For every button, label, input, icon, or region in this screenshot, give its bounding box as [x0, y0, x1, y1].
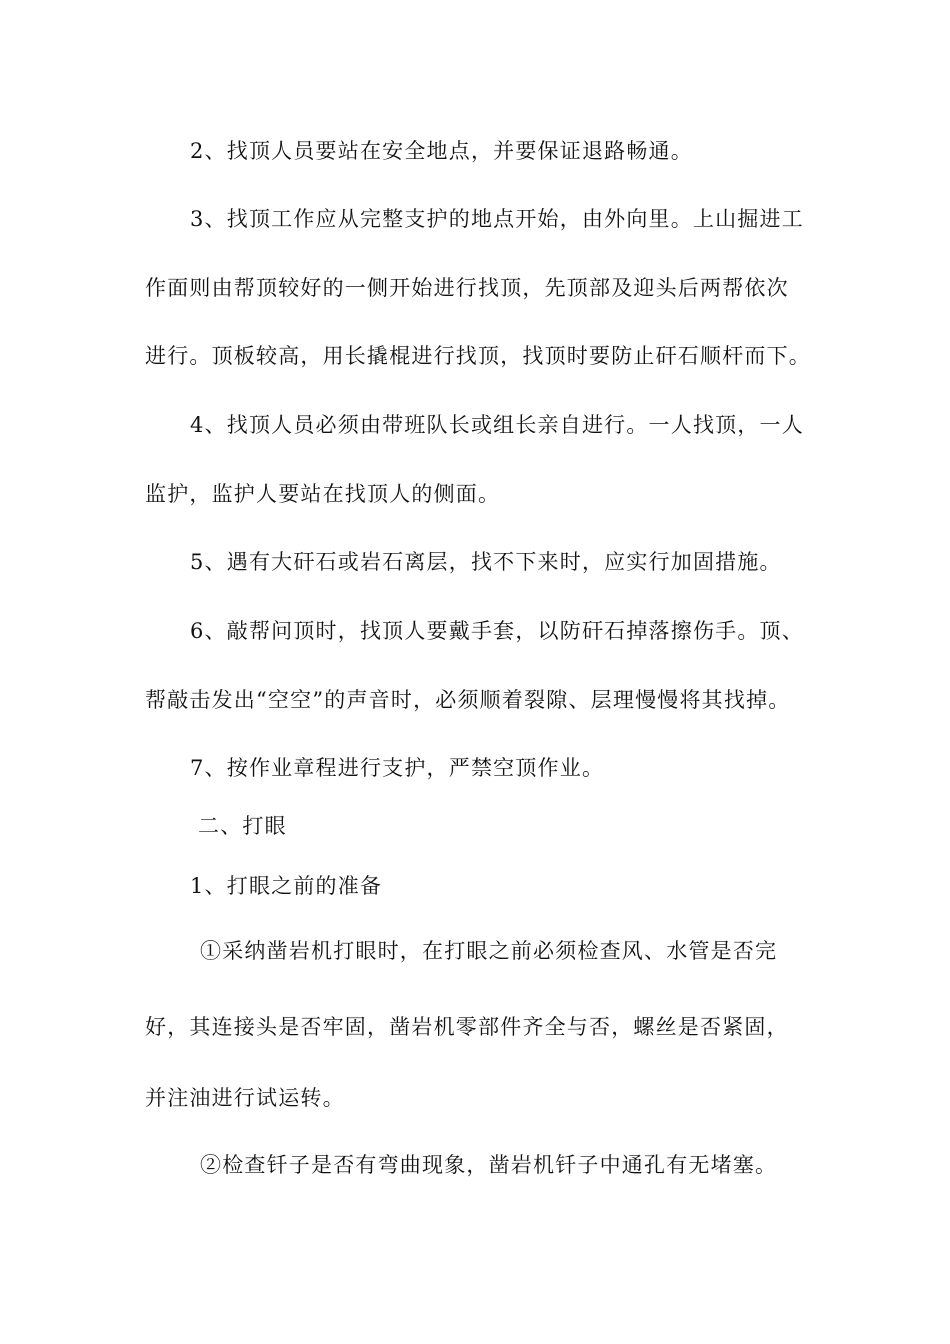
paragraph-line: 2、找顶人员要站在安全地点，并要保证退路畅通。: [190, 139, 693, 163]
section-heading: 二、打眼: [198, 814, 287, 838]
paragraph-line: 7、按作业章程进行支护，严禁空顶作业。: [190, 756, 605, 780]
paragraph-line: 3、找顶工作应从完整支护的地点开始，由外向里。上山掘进工: [190, 207, 804, 231]
subsection-heading: 1、打眼之前的准备: [190, 874, 383, 898]
paragraph-line: 帮敲击发出“空空”的声音时，必须顺着裂隙、层理慢慢将其找掉。: [145, 688, 791, 712]
paragraph-line: 4、找顶人员必须由带班队长或组长亲自进行。一人找顶，一人: [190, 413, 804, 437]
paragraph-line: 5、遇有大矸石或岩石离层，找不下来时，应实行加固措施。: [190, 550, 782, 574]
paragraph-line: 监护，监护人要站在找顶人的侧面。: [145, 482, 501, 506]
paragraph-line: ②检查钎子是否有弯曲现象，凿岩机钎子中通孔有无堵塞。: [200, 1153, 778, 1177]
paragraph-line: ①采纳凿岩机打眼时，在打眼之前必须检查风、水管是否完: [200, 939, 778, 963]
paragraph-line: 作面则由帮顶较好的一侧开始进行找顶，先顶部及迎头后两帮依次: [145, 276, 789, 300]
paragraph-line: 6、敲帮问顶时，找顶人要戴手套，以防矸石掉落擦伤手。顶、: [190, 619, 804, 643]
paragraph-line: 进行。顶板较高，用长撬棍进行找顶，找顶时要防止矸石顺杆而下。: [145, 344, 811, 368]
paragraph-line: 并注油进行试运转。: [145, 1086, 345, 1110]
paragraph-line: 好，其连接头是否牢固，凿岩机零部件齐全与否，螺丝是否紧固，: [145, 1015, 789, 1039]
